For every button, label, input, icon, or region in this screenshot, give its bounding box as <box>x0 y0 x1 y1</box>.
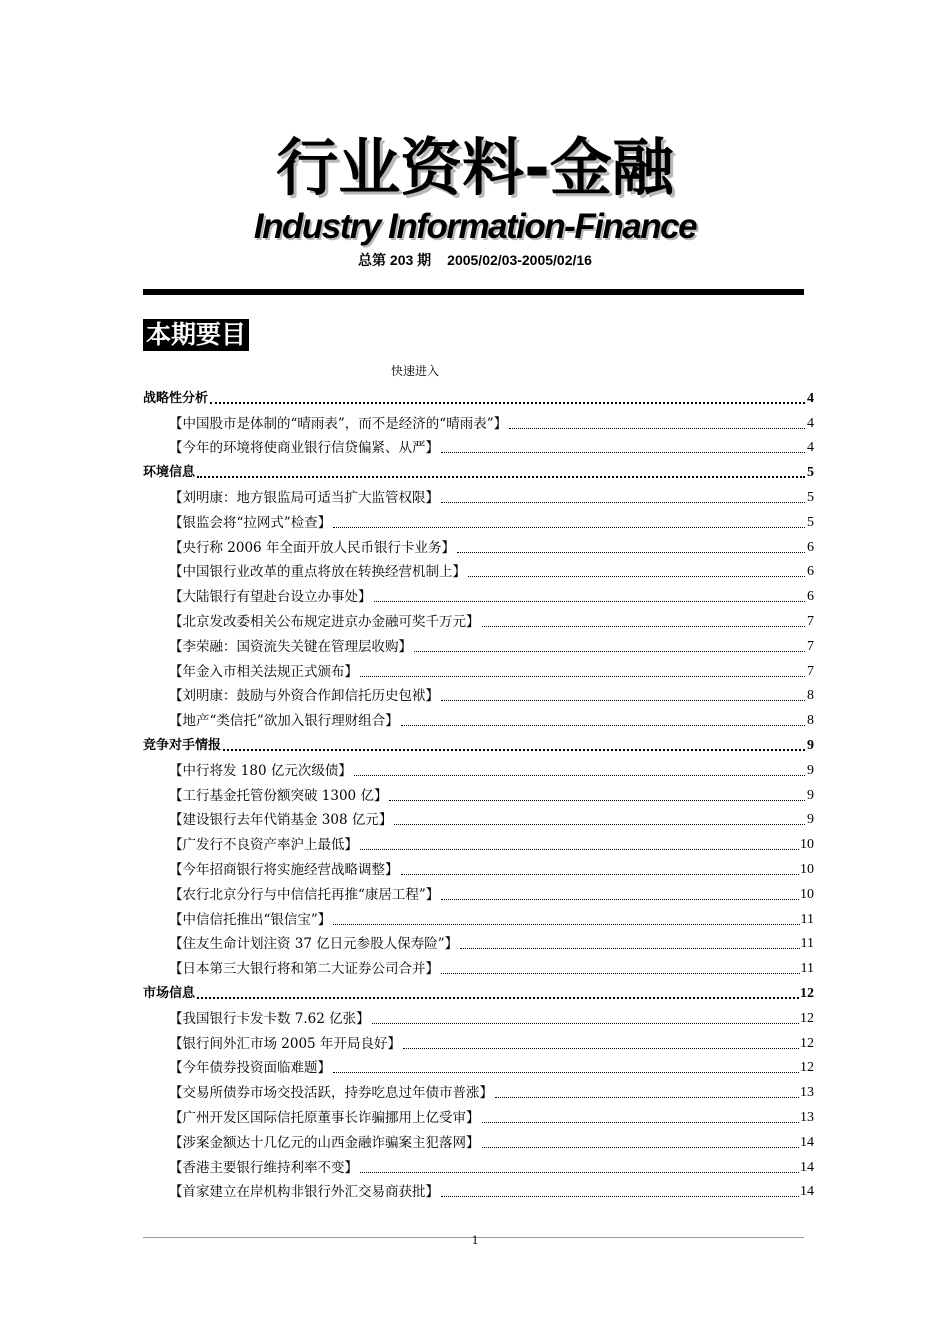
toc-entry-title: 【工行基金托管份额突破 1300 亿】 <box>169 787 388 804</box>
toc-leader-dots <box>223 749 805 751</box>
header-divider <box>143 289 804 295</box>
toc-entry-page: 11 <box>800 911 814 927</box>
toc-section-entry[interactable] <box>143 458 814 483</box>
toc-entry-page: 14 <box>800 1134 814 1150</box>
toc-entry-page: 11 <box>800 961 814 977</box>
toc-entry-page: 12 <box>800 1035 814 1051</box>
toc-article-entry[interactable] <box>143 682 814 707</box>
toc-leader-dots <box>441 700 805 701</box>
toc-article-entry[interactable] <box>143 1153 814 1178</box>
toc-entry-title: 【刘明康：鼓励与外资合作卸信托历史包袱】 <box>169 688 439 705</box>
toc-leader-dots <box>401 725 805 726</box>
toc-article-entry[interactable] <box>143 1054 814 1079</box>
toc-entry-title: 【银行间外汇市场 2005 年开局良好】 <box>169 1035 401 1052</box>
toc-entry-title: 【中信信托推出“银信宝”】 <box>169 911 332 928</box>
section-banner: 本期要目 <box>143 319 249 351</box>
toc-entry-page: 12 <box>800 985 814 1001</box>
toc-leader-dots <box>333 527 805 528</box>
toc-entry-page: 6 <box>807 589 814 605</box>
toc-entry-page: 4 <box>807 415 814 431</box>
toc-article-entry[interactable] <box>143 1029 814 1054</box>
toc-leader-dots <box>389 800 805 801</box>
toc-entry-page: 14 <box>800 1159 814 1175</box>
toc-leader-dots <box>460 948 799 949</box>
toc-article-entry[interactable] <box>143 434 814 459</box>
toc-entry-title: 【农行北京分行与中信信托再推“康居工程”】 <box>169 886 440 903</box>
title-chinese: 行业资料-金融 <box>276 131 674 204</box>
toc-section-entry[interactable] <box>143 979 814 1004</box>
toc-entry-title: 【银监会将“拉网式”检查】 <box>169 514 332 531</box>
toc-section-entry[interactable] <box>143 384 814 409</box>
toc-leader-dots <box>372 1023 799 1024</box>
date-range: 2005/02/03-2005/02/16 <box>447 252 592 268</box>
toc-leader-dots <box>360 1172 799 1173</box>
title-english: Industry Information-Finance <box>253 207 697 246</box>
toc-leader-dots <box>495 1097 799 1098</box>
toc-entry-page: 4 <box>807 440 814 456</box>
toc-entry-page: 8 <box>807 713 814 729</box>
toc-leader-dots <box>210 402 805 404</box>
toc-article-entry[interactable] <box>143 1078 814 1103</box>
toc-leader-dots <box>197 997 799 999</box>
toc-leader-dots <box>509 428 805 429</box>
toc-leader-dots <box>468 576 805 577</box>
toc-entry-title: 【北京发改委相关公布规定进京办金融可奖千万元】 <box>169 613 480 630</box>
toc-entry-page: 6 <box>807 564 814 580</box>
toc-leader-dots <box>414 651 805 652</box>
toc-article-entry[interactable] <box>143 806 814 831</box>
toc-leader-dots <box>354 775 805 776</box>
toc-article-entry[interactable] <box>143 880 814 905</box>
toc-entry-title: 【涉案金额达十几亿元的山西金融诈骗案主犯落网】 <box>169 1134 480 1151</box>
toc-article-entry[interactable] <box>143 533 814 558</box>
toc-entry-page: 6 <box>807 539 814 555</box>
toc-entry-title: 环境信息 <box>143 465 196 481</box>
toc-article-entry[interactable] <box>143 905 814 930</box>
toc-entry-page: 5 <box>807 514 814 530</box>
toc-leader-dots <box>401 874 800 875</box>
toc-entry-title: 【中国股市是体制的“晴雨表”，而不是经济的“晴雨表”】 <box>169 415 508 432</box>
toc-entry-page: 10 <box>800 837 814 853</box>
toc-leader-dots <box>394 824 805 825</box>
toc-leader-dots <box>441 973 800 974</box>
toc-entry-page: 5 <box>807 489 814 505</box>
toc-leader-dots <box>441 452 805 453</box>
toc-article-entry[interactable] <box>143 1004 814 1029</box>
toc-entry-title: 【李荣融：国资流失关键在管理层收购】 <box>169 638 412 655</box>
toc-entry-page: 13 <box>800 1109 814 1125</box>
toc-entry-page: 9 <box>807 737 814 753</box>
toc-entry-title: 【地产“类信托”欲加入银行理财组合】 <box>169 713 399 730</box>
toc-leader-dots <box>457 552 805 553</box>
toc-article-entry[interactable] <box>143 855 814 880</box>
toc-entry-title: 战略性分析 <box>143 390 209 406</box>
toc-section-entry[interactable] <box>143 731 814 756</box>
toc-leader-dots <box>333 924 799 925</box>
toc-entry-page: 5 <box>807 465 814 481</box>
toc-leader-dots <box>441 1196 799 1197</box>
page-number: 1 <box>471 1232 479 1247</box>
toc-article-entry[interactable] <box>143 830 814 855</box>
toc-entry-title: 【香港主要银行维持利率不变】 <box>169 1159 358 1176</box>
toc-article-entry[interactable] <box>143 582 814 607</box>
toc-entry-page: 7 <box>807 613 814 629</box>
toc-entry-page: 9 <box>807 762 814 778</box>
toc-leader-dots <box>482 1122 800 1123</box>
toc-article-entry[interactable] <box>143 1178 814 1203</box>
toc-entry-title: 【中国银行业改革的重点将放在转换经营机制上】 <box>169 564 466 581</box>
toc-entry-title: 【日本第三大银行将和第二大证券公司合并】 <box>169 961 439 978</box>
toc-article-entry[interactable] <box>143 657 814 682</box>
toc-entry-title: 竞争对手情报 <box>143 737 222 753</box>
toc-entry-page: 9 <box>807 787 814 803</box>
toc-article-entry[interactable] <box>143 508 814 533</box>
toc-leader-dots <box>441 899 799 900</box>
toc-entry-title: 【我国银行卡发卡数 7.62 亿张】 <box>169 1010 370 1027</box>
toc-entry-page: 12 <box>800 1060 814 1076</box>
toc-leader-dots <box>360 676 805 677</box>
toc-entry-title: 【广州开发区国际信托原董事长诈骗挪用上亿受审】 <box>169 1109 480 1126</box>
quick-entry-link[interactable]: 快速进入 <box>390 364 439 378</box>
issue-label: 总第 203 期 <box>358 252 432 268</box>
toc-entry-page: 8 <box>807 688 814 704</box>
toc-article-entry[interactable] <box>143 930 814 955</box>
toc-leader-dots <box>374 601 806 602</box>
toc-leader-dots <box>482 626 806 627</box>
toc-leader-dots <box>441 502 805 503</box>
toc-entry-page: 11 <box>800 936 814 952</box>
toc-article-entry[interactable] <box>143 954 814 979</box>
table-of-contents <box>143 384 814 1202</box>
toc-article-entry[interactable] <box>143 409 814 434</box>
toc-article-entry[interactable] <box>143 1128 814 1153</box>
toc-entry-title: 【首家建立在岸机构非银行外汇交易商获批】 <box>169 1184 439 1201</box>
toc-entry-page: 14 <box>800 1184 814 1200</box>
toc-article-entry[interactable] <box>143 781 814 806</box>
toc-entry-page: 4 <box>807 390 814 406</box>
toc-entry-title: 【年金入市相关法规正式颁布】 <box>169 663 358 680</box>
toc-entry-page: 7 <box>807 663 814 679</box>
toc-entry-title: 市场信息 <box>143 985 196 1001</box>
toc-leader-dots <box>482 1147 800 1148</box>
toc-article-entry[interactable] <box>143 756 814 781</box>
issue-line <box>0 251 950 269</box>
toc-entry-page: 9 <box>807 812 814 828</box>
toc-entry-title: 【刘明康：地方银监局可适当扩大监管权限】 <box>169 489 439 506</box>
toc-entry-title: 【今年债券投资面临难题】 <box>169 1060 331 1077</box>
toc-entry-page: 13 <box>800 1085 814 1101</box>
toc-entry-page: 10 <box>800 861 814 877</box>
toc-article-entry[interactable] <box>143 483 814 508</box>
toc-article-entry[interactable] <box>143 1103 814 1128</box>
toc-article-entry[interactable] <box>143 632 814 657</box>
toc-entry-title: 【央行称 2006 年全面开放人民币银行卡业务】 <box>169 539 455 556</box>
toc-entry-title: 【交易所债券市场交投活跃，持券吃息过年债市普涨】 <box>169 1085 493 1102</box>
toc-leader-dots <box>197 476 805 478</box>
toc-entry-title: 【今年的环境将使商业银行信贷偏紧、从严】 <box>169 440 439 457</box>
toc-entry-title: 【中行将发 180 亿元次级债】 <box>169 762 352 779</box>
toc-entry-title: 【大陆银行有望赴台设立办事处】 <box>169 589 372 606</box>
toc-leader-dots <box>403 1048 799 1049</box>
toc-entry-title: 【今年招商银行将实施经营战略调整】 <box>169 861 399 878</box>
toc-leader-dots <box>333 1072 799 1073</box>
toc-article-entry[interactable] <box>143 706 814 731</box>
toc-leader-dots <box>360 849 799 850</box>
toc-entry-page: 12 <box>800 1010 814 1026</box>
toc-entry-title: 【住友生命计划注资 37 亿日元参股人保寿险”】 <box>169 936 459 953</box>
toc-article-entry[interactable] <box>143 607 814 632</box>
toc-entry-page: 7 <box>807 638 814 654</box>
toc-article-entry[interactable] <box>143 558 814 583</box>
toc-entry-title: 【广发行不良资产率沪上最低】 <box>169 837 358 854</box>
toc-entry-title: 【建设银行去年代销基金 308 亿元】 <box>169 812 393 829</box>
toc-entry-page: 10 <box>800 886 814 902</box>
